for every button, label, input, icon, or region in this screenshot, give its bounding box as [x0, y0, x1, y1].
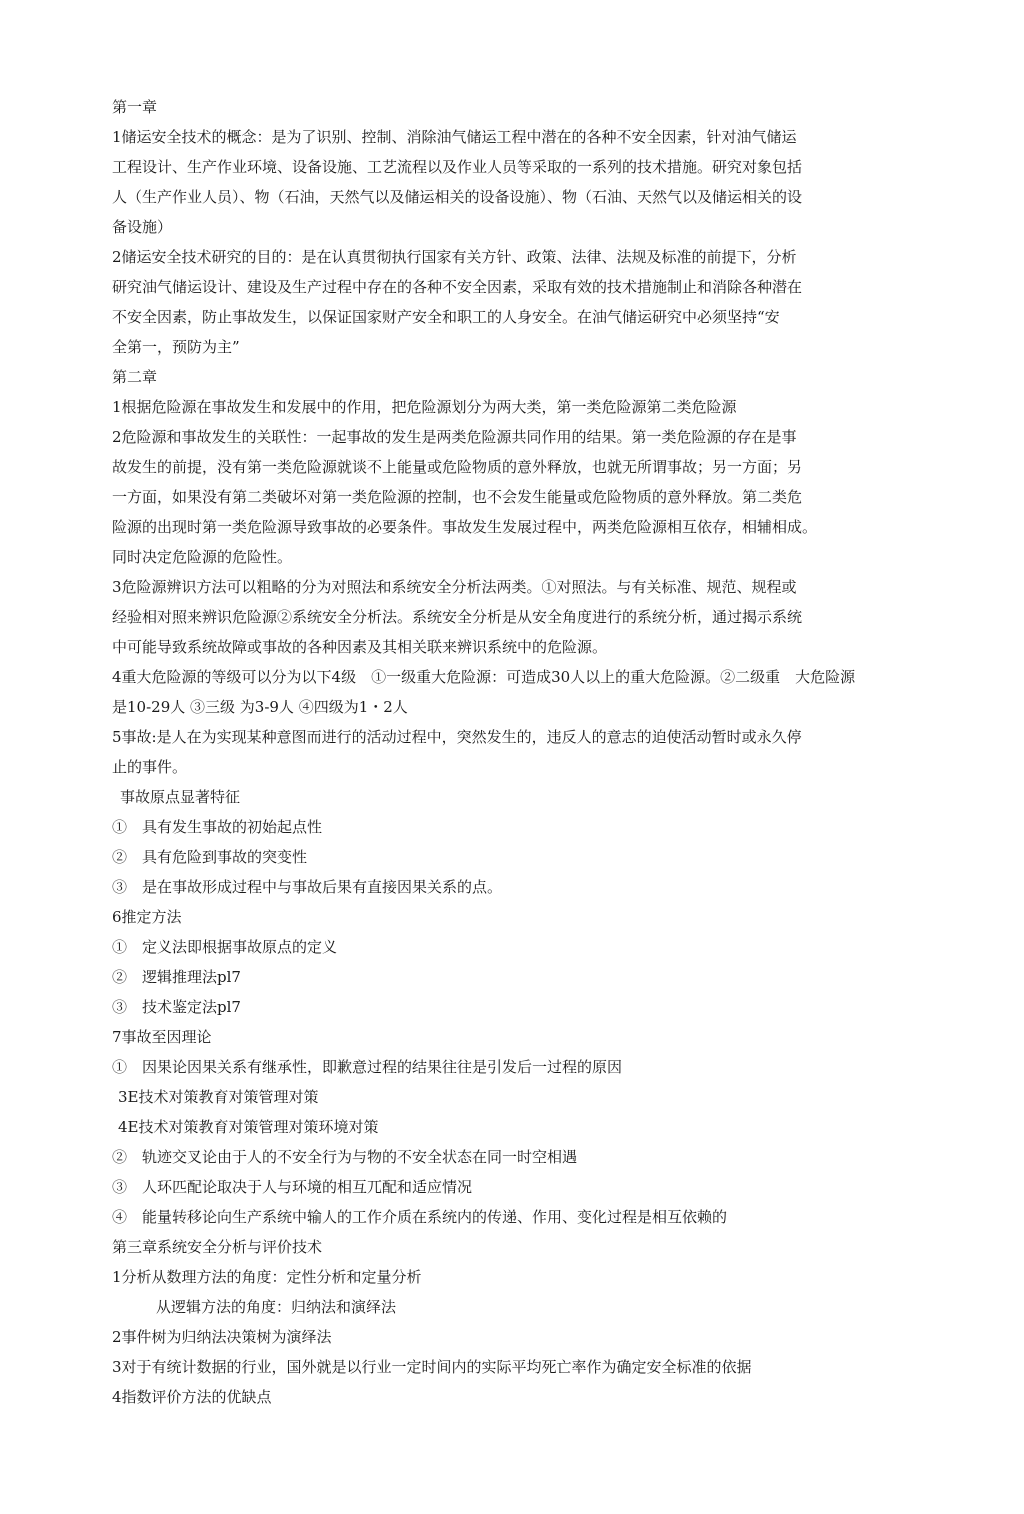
paragraph-line: 研究油气储运设计、建设及生产过程中存在的各种不安全因素，采取有效的技术措施制止和消除各种潜在	[112, 278, 803, 296]
list-item: ① 具有发生事故的初始起点性	[112, 818, 323, 836]
paragraph-line: 2储运安全技术研究的目的：是在认真贯彻执行国家有关方针、政策、法律、法规及标准的前提下，分析	[112, 248, 797, 266]
list-item: ③ 人环匹配论取决于人与环境的相互兀配和适应情况	[112, 1178, 473, 1196]
chapter-heading: 第一章	[112, 98, 158, 116]
paragraph-line: 备设施）	[112, 218, 173, 236]
list-item: ③ 是在事故形成过程中与事故后果有直接因果关系的点。	[112, 878, 503, 896]
paragraph-line: 7事故至因理论	[112, 1028, 212, 1046]
list-item: ① 因果论因果关系有继承性，即歉意过程的结果往往是引发后一过程的原因	[112, 1058, 623, 1076]
subheading: 事故原点显著特征	[120, 788, 241, 806]
paragraph-line: 5事故:是人在为实现某种意图而进行的活动过程中，突然发生的，违反人的意志的迫使活动暂时或永久停	[112, 728, 802, 746]
paragraph-line: 6推定方法	[112, 908, 182, 926]
paragraph-line: 1根据危险源在事故发生和发展中的作用，把危险源划分为两大类，第一类危险源第二类危险源	[112, 398, 737, 416]
paragraph-line: 同时决定危险源的危险性。	[112, 548, 293, 566]
paragraph-line: 工程设计、生产作业环境、设备设施、工艺流程以及作业人员等采取的一系列的技术措施。研究对象包括	[112, 158, 803, 176]
list-item: ② 逻辑推理法pl7	[112, 968, 241, 986]
paragraph-line: 故发生的前提，没有第一类危险源就谈不上能量或危险物质的意外释放，也就无所谓事故；另一方面；另	[112, 458, 803, 476]
paragraph-line: 人（生产作业人员）、物（石油，天然气以及储运相关的设备设施）、物（石油、天然气以及储运相关的设	[112, 188, 803, 206]
paragraph-line: 险源的出现时第一类危险源导致事故的必要条件。事故发生发展过程中，两类危险源相互依存，相辅相成。	[112, 518, 818, 536]
document-body	[112, 92, 912, 1412]
paragraph-line: 是10-29人 ③三级 为3-9人 ④四级为1・2人	[112, 698, 408, 716]
subheading: 3E技术对策教育对策管理对策	[118, 1088, 319, 1106]
paragraph-line: 2事件树为归纳法决策树为演绎法	[112, 1328, 332, 1346]
list-item: ④ 能量转移论向生产系统中输人的工作介质在系统内的传递、作用、变化过程是相互依赖的	[112, 1208, 728, 1226]
paragraph-line: 止的事件。	[112, 758, 188, 776]
chapter-heading: 第三章系统安全分析与评价技术	[112, 1238, 323, 1256]
paragraph-line: 从逻辑方法的角度：归纳法和演绎法	[156, 1298, 397, 1316]
paragraph-line: 不安全因素，防止事故发生，以保证国家财产安全和职工的人身安全。在油气储运研究中必须坚持“安	[112, 308, 780, 326]
paragraph-line: 1储运安全技术的概念：是为了识别、控制、消除油气储运工程中潜在的各种不安全因素，针对油气储运	[112, 128, 797, 146]
paragraph-line: 全第一，预防为主”	[112, 338, 240, 356]
paragraph-line: 1分析从数理方法的角度：定性分析和定量分析	[112, 1268, 422, 1286]
paragraph-line: 4指数评价方法的优缺点	[112, 1388, 272, 1406]
chapter-heading: 第二章	[112, 368, 158, 386]
list-item: ③ 技术鉴定法pl7	[112, 998, 241, 1016]
paragraph-line: 3对于有统计数据的行业，国外就是以行业一定时间内的实际平均死亡率作为确定安全标准的依据	[112, 1358, 752, 1376]
paragraph-line: 一方面，如果没有第二类破坏对第一类危险源的控制，也不会发生能量或危险物质的意外释放。第二类危	[112, 488, 803, 506]
paragraph-line: 4重大危险源的等级可以分为以下4级 ①一级重大危险源：可造成30人以上的重大危险源。②二级重 大危险源	[112, 668, 856, 686]
paragraph-line: 2危险源和事故发生的关联性：一起事故的发生是两类危险源共同作用的结果。第一类危险源的存在是事	[112, 428, 797, 446]
list-item: ① 定义法即根据事故原点的定义	[112, 938, 338, 956]
paragraph-line: 中可能导致系统故障或事故的各种因素及其相关联来辨识系统中的危险源。	[112, 638, 608, 656]
list-item: ② 轨迹交叉论由于人的不安全行为与物的不安全状态在同一时空相遇	[112, 1148, 578, 1166]
list-item: ② 具有危险到事故的突变性	[112, 848, 308, 866]
subheading: 4E技术对策教育对策管理对策环境对策	[118, 1118, 379, 1136]
paragraph-line: 3危险源辨识方法可以粗略的分为对照法和系统安全分析法两类。①对照法。与有关标准、规范、规程或	[112, 578, 797, 596]
paragraph-line: 经验相对照来辨识危险源②系统安全分析法。系统安全分析是从安全角度进行的系统分析，通过揭示系统	[112, 608, 803, 626]
